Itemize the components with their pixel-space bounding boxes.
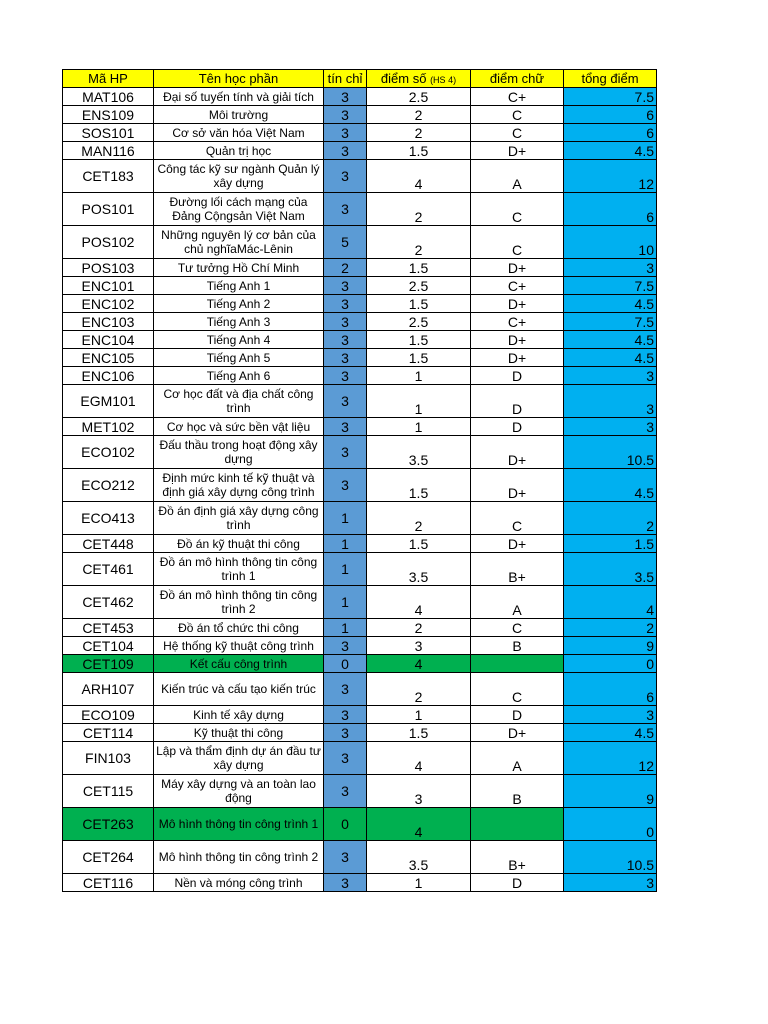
header-score-note: (HS 4) <box>430 75 457 85</box>
cell-credits[interactable]: 1 <box>324 619 367 637</box>
table-row <box>63 418 657 436</box>
cell-score[interactable]: 2.5 <box>367 313 471 331</box>
cell-score[interactable]: 1.5 <box>367 535 471 553</box>
cell-course-code[interactable]: FIN103 <box>63 742 154 775</box>
cell-total-points[interactable]: 3.5 <box>564 553 657 586</box>
cell-course-code[interactable]: ENC105 <box>63 349 154 367</box>
cell-score[interactable]: 1.5 <box>367 349 471 367</box>
table-row <box>63 553 657 586</box>
cell-total-points[interactable]: 0 <box>564 655 657 673</box>
cell-score[interactable]: 2 <box>367 193 471 226</box>
cell-course-code[interactable]: CET461 <box>63 553 154 586</box>
cell-total-points[interactable]: 12 <box>564 742 657 775</box>
cell-course-name[interactable]: Cơ sở văn hóa Việt Nam <box>154 124 324 142</box>
cell-letter-grade[interactable]: D <box>471 874 564 892</box>
cell-course-code[interactable]: CET109 <box>63 655 154 673</box>
cell-total-points[interactable]: 4 <box>564 586 657 619</box>
cell-score[interactable]: 2 <box>367 124 471 142</box>
cell-score[interactable]: 4 <box>367 742 471 775</box>
cell-course-code[interactable]: EGM101 <box>63 385 154 418</box>
cell-score[interactable]: 3.5 <box>367 841 471 874</box>
cell-course-name[interactable]: Tiếng Anh 4 <box>154 331 324 349</box>
table-row <box>63 313 657 331</box>
cell-credits[interactable]: 3 <box>324 724 367 742</box>
cell-credits[interactable]: 0 <box>324 808 367 841</box>
cell-letter-grade[interactable]: C+ <box>471 88 564 106</box>
cell-score[interactable]: 1 <box>367 874 471 892</box>
cell-course-name[interactable]: Kết cấu công trình <box>154 655 324 673</box>
cell-letter-grade[interactable]: C <box>471 226 564 259</box>
cell-total-points[interactable]: 6 <box>564 124 657 142</box>
cell-score[interactable]: 4 <box>367 586 471 619</box>
cell-course-code[interactable]: SOS101 <box>63 124 154 142</box>
cell-letter-grade[interactable]: D+ <box>471 259 564 277</box>
cell-course-code[interactable]: ECO212 <box>63 469 154 502</box>
cell-credits[interactable]: 2 <box>324 259 367 277</box>
cell-course-name[interactable]: Tư tưởng Hồ Chí Minh <box>154 259 324 277</box>
cell-credits[interactable]: 3 <box>324 142 367 160</box>
header-row <box>63 70 657 88</box>
cell-score[interactable]: 1.5 <box>367 331 471 349</box>
cell-score[interactable]: 4 <box>367 160 471 193</box>
header-score-label: điểm số <box>380 71 427 86</box>
cell-credits[interactable]: 3 <box>324 706 367 724</box>
cell-total-points[interactable]: 7.5 <box>564 88 657 106</box>
table-row <box>63 673 657 706</box>
table-row <box>63 841 657 874</box>
table-row <box>63 586 657 619</box>
cell-course-name[interactable]: Định mức kinh tế kỹ thuật và định giá xây dựng công trình <box>154 469 324 502</box>
cell-credits[interactable]: 3 <box>324 88 367 106</box>
cell-score[interactable]: 1.5 <box>367 724 471 742</box>
cell-score[interactable]: 2 <box>367 226 471 259</box>
cell-credits[interactable]: 3 <box>324 637 367 655</box>
cell-score[interactable]: 2 <box>367 619 471 637</box>
cell-course-code[interactable]: ECO109 <box>63 706 154 724</box>
table-row <box>63 436 657 469</box>
table-row <box>63 193 657 226</box>
cell-course-name[interactable]: Nền và móng công trình <box>154 874 324 892</box>
cell-credits[interactable]: 3 <box>324 469 367 502</box>
cell-course-code[interactable]: POS101 <box>63 193 154 226</box>
cell-total-points[interactable]: 3 <box>564 874 657 892</box>
cell-letter-grade[interactable]: C+ <box>471 277 564 295</box>
grades-table <box>62 69 657 892</box>
table-row <box>63 637 657 655</box>
cell-letter-grade[interactable]: D+ <box>471 436 564 469</box>
cell-course-name[interactable]: Hệ thống kỹ thuật công trình <box>154 637 324 655</box>
cell-total-points[interactable]: 2 <box>564 502 657 535</box>
cell-credits[interactable]: 3 <box>324 331 367 349</box>
cell-credits[interactable]: 3 <box>324 193 367 226</box>
table-row <box>63 808 657 841</box>
cell-total-points[interactable]: 7.5 <box>564 277 657 295</box>
table-row <box>63 742 657 775</box>
cell-course-name[interactable]: Kiến trúc và cấu tạo kiến trúc <box>154 673 324 706</box>
cell-total-points[interactable]: 4.5 <box>564 469 657 502</box>
header-name[interactable]: Tên học phần <box>154 70 324 88</box>
cell-score[interactable]: 2 <box>367 106 471 124</box>
cell-course-name[interactable]: Đồ án kỹ thuật thi công <box>154 535 324 553</box>
cell-total-points[interactable]: 4.5 <box>564 331 657 349</box>
cell-course-name[interactable]: Tiếng Anh 1 <box>154 277 324 295</box>
cell-letter-grade[interactable]: D <box>471 385 564 418</box>
table-row <box>63 724 657 742</box>
cell-score[interactable]: 1 <box>367 385 471 418</box>
table-row <box>63 367 657 385</box>
cell-credits[interactable]: 5 <box>324 226 367 259</box>
cell-total-points[interactable]: 3 <box>564 259 657 277</box>
cell-course-code[interactable]: CET264 <box>63 841 154 874</box>
cell-total-points[interactable]: 9 <box>564 775 657 808</box>
cell-course-name[interactable]: Cơ học và sức bền vật liệu <box>154 418 324 436</box>
cell-letter-grade[interactable]: C+ <box>471 313 564 331</box>
cell-credits[interactable]: 3 <box>324 436 367 469</box>
cell-course-code[interactable]: MET102 <box>63 418 154 436</box>
cell-total-points[interactable]: 1.5 <box>564 535 657 553</box>
cell-score[interactable]: 1 <box>367 367 471 385</box>
cell-course-name[interactable]: Công tác kỹ sư ngành Quản lý xây dựng <box>154 160 324 193</box>
cell-course-code[interactable]: ENC106 <box>63 367 154 385</box>
cell-credits[interactable]: 3 <box>324 277 367 295</box>
cell-course-code[interactable]: CET116 <box>63 874 154 892</box>
cell-letter-grade[interactable]: C <box>471 124 564 142</box>
cell-total-points[interactable]: 4.5 <box>564 349 657 367</box>
cell-course-name[interactable]: Lập và thẩm định dự án đầu tư xây dựng <box>154 742 324 775</box>
cell-credits[interactable]: 3 <box>324 874 367 892</box>
cell-course-name[interactable]: Tiếng Anh 2 <box>154 295 324 313</box>
cell-letter-grade[interactable]: C <box>471 619 564 637</box>
cell-credits[interactable]: 1 <box>324 502 367 535</box>
cell-letter-grade[interactable]: D+ <box>471 349 564 367</box>
cell-course-name[interactable]: Đại số tuyến tính và giải tích <box>154 88 324 106</box>
cell-course-code[interactable]: CET462 <box>63 586 154 619</box>
cell-letter-grade[interactable]: B <box>471 775 564 808</box>
table-row <box>63 775 657 808</box>
cell-credits[interactable]: 0 <box>324 655 367 673</box>
cell-score[interactable]: 2.5 <box>367 277 471 295</box>
cell-course-code[interactable]: CET115 <box>63 775 154 808</box>
table-row <box>63 226 657 259</box>
cell-course-name[interactable]: Đồ án tổ chức thi công <box>154 619 324 637</box>
cell-score[interactable]: 3.5 <box>367 436 471 469</box>
cell-total-points[interactable]: 3 <box>564 385 657 418</box>
cell-score[interactable]: 1.5 <box>367 295 471 313</box>
cell-course-name[interactable]: Cơ học đất và địa chất công trình <box>154 385 324 418</box>
header-score[interactable] <box>367 70 471 88</box>
cell-course-code[interactable]: ECO102 <box>63 436 154 469</box>
cell-credits[interactable]: 3 <box>324 295 367 313</box>
cell-credits[interactable]: 3 <box>324 385 367 418</box>
cell-total-points[interactable]: 4.5 <box>564 142 657 160</box>
cell-course-name[interactable]: Tiếng Anh 6 <box>154 367 324 385</box>
cell-credits[interactable]: 3 <box>324 313 367 331</box>
cell-letter-grade[interactable]: D+ <box>471 469 564 502</box>
cell-total-points[interactable]: 0 <box>564 808 657 841</box>
cell-letter-grade[interactable]: D+ <box>471 535 564 553</box>
cell-course-code[interactable]: MAT106 <box>63 88 154 106</box>
cell-letter-grade[interactable]: D+ <box>471 295 564 313</box>
cell-letter-grade[interactable]: D+ <box>471 142 564 160</box>
cell-score[interactable]: 1.5 <box>367 142 471 160</box>
cell-total-points[interactable]: 12 <box>564 160 657 193</box>
header-credits[interactable]: tín chỉ <box>324 70 367 88</box>
cell-letter-grade[interactable]: D <box>471 367 564 385</box>
table-row <box>63 331 657 349</box>
cell-total-points[interactable]: 4.5 <box>564 295 657 313</box>
cell-credits[interactable]: 3 <box>324 775 367 808</box>
cell-course-name[interactable]: Tiếng Anh 3 <box>154 313 324 331</box>
cell-course-name[interactable]: Kỹ thuật thi công <box>154 724 324 742</box>
cell-total-points[interactable]: 6 <box>564 106 657 124</box>
cell-credits[interactable]: 3 <box>324 349 367 367</box>
cell-course-name[interactable]: Mô hình thông tin công trình 2 <box>154 841 324 874</box>
cell-course-name[interactable]: Đấu thầu trong hoạt động xây dựng <box>154 436 324 469</box>
cell-score[interactable]: 1.5 <box>367 259 471 277</box>
cell-letter-grade[interactable]: B+ <box>471 841 564 874</box>
cell-total-points[interactable]: 4.5 <box>564 724 657 742</box>
cell-letter-grade[interactable]: A <box>471 742 564 775</box>
cell-total-points[interactable]: 3 <box>564 367 657 385</box>
table-row <box>63 124 657 142</box>
cell-course-name[interactable]: Kinh tế xây dựng <box>154 706 324 724</box>
table-row <box>63 106 657 124</box>
table-row <box>63 88 657 106</box>
cell-course-code[interactable]: ECO413 <box>63 502 154 535</box>
cell-course-code[interactable]: CET263 <box>63 808 154 841</box>
cell-course-name[interactable]: Tiếng Anh 5 <box>154 349 324 367</box>
cell-total-points[interactable]: 3 <box>564 706 657 724</box>
cell-letter-grade[interactable]: D+ <box>471 331 564 349</box>
cell-credits[interactable]: 1 <box>324 535 367 553</box>
cell-course-name[interactable]: Quản trị học <box>154 142 324 160</box>
cell-letter-grade[interactable]: C <box>471 106 564 124</box>
cell-letter-grade[interactable]: D+ <box>471 724 564 742</box>
header-code[interactable]: Mã HP <box>63 70 154 88</box>
cell-credits[interactable]: 3 <box>324 160 367 193</box>
cell-course-name[interactable]: Đồ án định giá xây dựng công trình <box>154 502 324 535</box>
cell-course-code[interactable]: POS103 <box>63 259 154 277</box>
table-row <box>63 874 657 892</box>
table-row <box>63 655 657 673</box>
cell-score[interactable]: 3 <box>367 775 471 808</box>
cell-course-code[interactable]: CET114 <box>63 724 154 742</box>
cell-score[interactable]: 2 <box>367 673 471 706</box>
table-row <box>63 295 657 313</box>
cell-course-name[interactable]: Máy xây dựng và an toàn lao động <box>154 775 324 808</box>
table-row <box>63 142 657 160</box>
cell-score[interactable]: 3 <box>367 637 471 655</box>
cell-course-name[interactable]: Mô hình thông tin công trình 1 <box>154 808 324 841</box>
cell-course-code[interactable]: CET448 <box>63 535 154 553</box>
cell-credits[interactable]: 3 <box>324 124 367 142</box>
table-row <box>63 535 657 553</box>
cell-total-points[interactable]: 10 <box>564 226 657 259</box>
cell-credits[interactable]: 3 <box>324 841 367 874</box>
header-total[interactable]: tổng điểm <box>564 70 657 88</box>
cell-letter-grade[interactable] <box>471 655 564 673</box>
cell-course-code[interactable]: CET104 <box>63 637 154 655</box>
cell-letter-grade[interactable]: A <box>471 160 564 193</box>
cell-course-code[interactable]: ENC104 <box>63 331 154 349</box>
table-row <box>63 619 657 637</box>
cell-credits[interactable]: 3 <box>324 673 367 706</box>
cell-score[interactable]: 1.5 <box>367 469 471 502</box>
cell-letter-grade[interactable]: A <box>471 586 564 619</box>
cell-score[interactable]: 1 <box>367 418 471 436</box>
cell-total-points[interactable]: 9 <box>564 637 657 655</box>
cell-total-points[interactable]: 10.5 <box>564 841 657 874</box>
cell-course-name[interactable]: Những nguyên lý cơ bản của chủ nghĩaMác-Lênin <box>154 226 324 259</box>
cell-course-code[interactable]: ENC101 <box>63 277 154 295</box>
table-row <box>63 277 657 295</box>
cell-score[interactable]: 2.5 <box>367 88 471 106</box>
cell-course-code[interactable]: CET183 <box>63 160 154 193</box>
cell-letter-grade[interactable]: C <box>471 193 564 226</box>
cell-total-points[interactable]: 6 <box>564 673 657 706</box>
cell-total-points[interactable]: 6 <box>564 193 657 226</box>
cell-score[interactable]: 3.5 <box>367 553 471 586</box>
cell-letter-grade[interactable] <box>471 808 564 841</box>
cell-letter-grade[interactable]: D <box>471 706 564 724</box>
cell-score[interactable]: 1 <box>367 706 471 724</box>
cell-total-points[interactable]: 7.5 <box>564 313 657 331</box>
table-row <box>63 160 657 193</box>
cell-letter-grade[interactable]: C <box>471 673 564 706</box>
cell-course-name[interactable]: Đồ án mô hình thông tin công trình 1 <box>154 553 324 586</box>
cell-course-code[interactable]: CET453 <box>63 619 154 637</box>
cell-total-points[interactable]: 3 <box>564 418 657 436</box>
cell-letter-grade[interactable]: B <box>471 637 564 655</box>
cell-letter-grade[interactable]: D <box>471 418 564 436</box>
cell-course-code[interactable]: MAN116 <box>63 142 154 160</box>
cell-credits[interactable]: 3 <box>324 106 367 124</box>
cell-course-name[interactable]: Đồ án mô hình thông tin công trình 2 <box>154 586 324 619</box>
table-row <box>63 469 657 502</box>
header-letter[interactable]: điểm chữ <box>471 70 564 88</box>
cell-course-code[interactable]: POS102 <box>63 226 154 259</box>
cell-score[interactable]: 4 <box>367 808 471 841</box>
cell-score[interactable]: 4 <box>367 655 471 673</box>
cell-letter-grade[interactable]: C <box>471 502 564 535</box>
cell-credits[interactable]: 1 <box>324 586 367 619</box>
table-row <box>63 385 657 418</box>
cell-total-points[interactable]: 10.5 <box>564 436 657 469</box>
cell-course-code[interactable]: ENS109 <box>63 106 154 124</box>
table-row <box>63 349 657 367</box>
cell-score[interactable]: 2 <box>367 502 471 535</box>
cell-total-points[interactable]: 2 <box>564 619 657 637</box>
cell-credits[interactable]: 3 <box>324 418 367 436</box>
cell-letter-grade[interactable]: B+ <box>471 553 564 586</box>
cell-course-name[interactable]: Đường lối cách mạng của Đảng Cộngsản Việt Nam <box>154 193 324 226</box>
cell-course-code[interactable]: ARH107 <box>63 673 154 706</box>
cell-course-code[interactable]: ENC102 <box>63 295 154 313</box>
cell-credits[interactable]: 3 <box>324 742 367 775</box>
table-row <box>63 502 657 535</box>
cell-credits[interactable]: 3 <box>324 367 367 385</box>
cell-credits[interactable]: 1 <box>324 553 367 586</box>
table-row <box>63 706 657 724</box>
cell-course-code[interactable]: ENC103 <box>63 313 154 331</box>
cell-course-name[interactable]: Môi trường <box>154 106 324 124</box>
table-row <box>63 259 657 277</box>
